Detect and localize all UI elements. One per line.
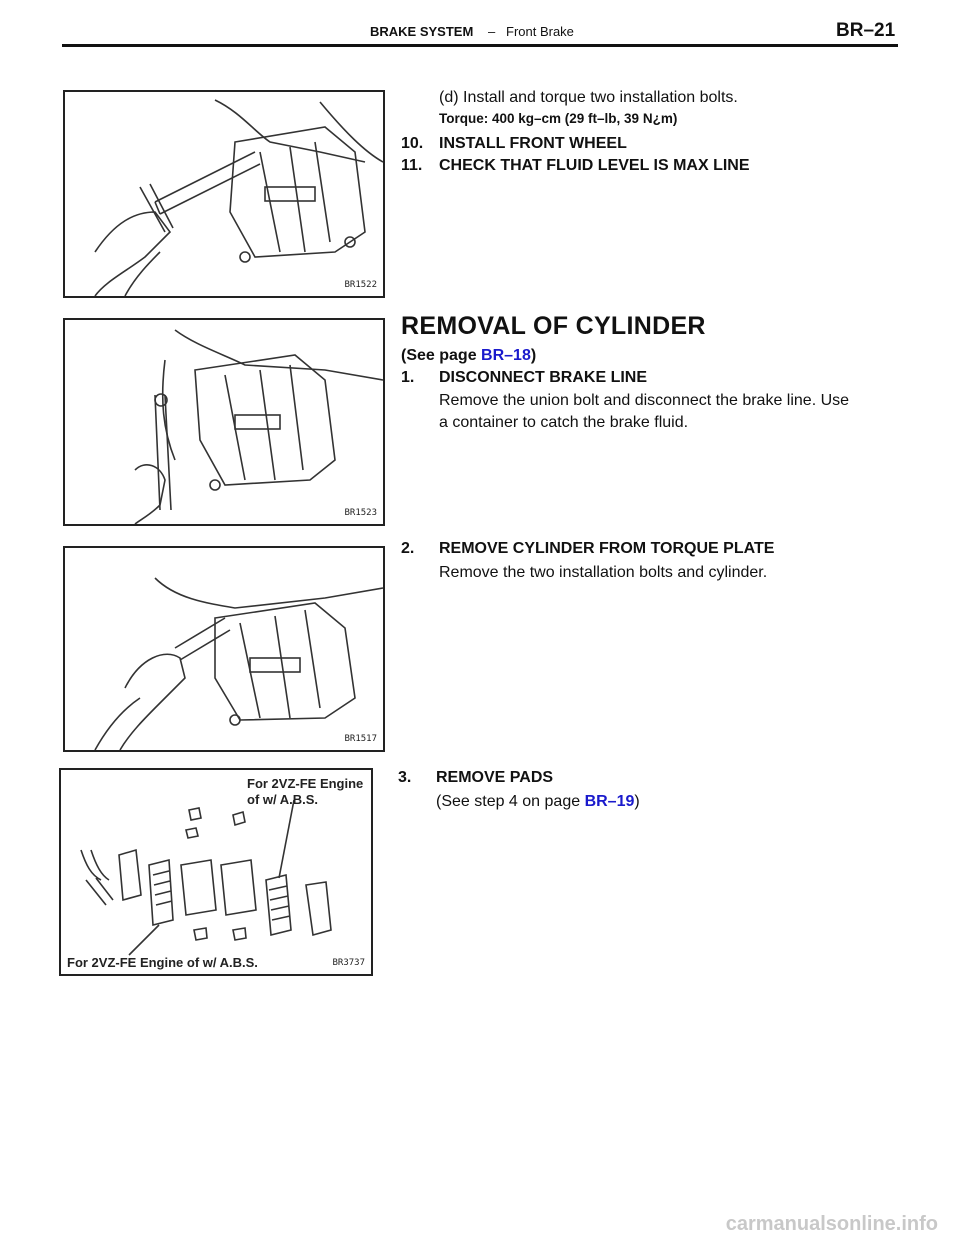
section-heading: REMOVAL OF CYLINDER — [401, 312, 706, 340]
header-rule — [62, 44, 898, 47]
figure-remove-pads — [59, 768, 373, 976]
step-11-number: 11. — [401, 157, 423, 174]
header-separator: – — [488, 24, 496, 39]
step-3-number: 3. — [398, 769, 412, 786]
step-1-text-line1: Remove the union bolt and disconnect the brake line. Use — [439, 392, 850, 409]
figure-code: BR1517 — [344, 734, 377, 744]
caliper-torque-illustration — [65, 92, 383, 296]
step-d: (d) Install and torque two installation bolts. — [439, 89, 738, 106]
step-3-title: REMOVE PADS — [436, 769, 554, 786]
step-1-number: 1. — [401, 369, 415, 386]
step-3-ref-prefix: (See step 4 on page — [436, 793, 585, 810]
step-10-number: 10. — [401, 135, 424, 152]
figure-remove-cylinder — [63, 546, 385, 752]
section-title: BRAKE SYSTEM — [370, 24, 474, 39]
step-1-text-line2: a container to catch the brake fluid. — [439, 414, 689, 431]
figure-code: BR1523 — [344, 508, 377, 518]
page-number: BR–21 — [836, 20, 896, 41]
link-br-18[interactable]: BR–18 — [481, 347, 531, 364]
figure-code: BR1522 — [344, 280, 377, 290]
step-2-number: 2. — [401, 540, 415, 557]
step-3-reference — [436, 790, 640, 814]
figure-label-top-line1: For 2VZ-FE Engine — [247, 776, 364, 791]
link-br-19[interactable]: BR–19 — [584, 793, 635, 810]
figure-install-bolts — [63, 90, 385, 298]
step-3-ref-suffix: ) — [634, 793, 640, 810]
see-page-reference — [401, 344, 536, 368]
subsection-title: Front Brake — [506, 24, 574, 39]
cylinder-removal-illustration — [65, 548, 383, 750]
see-suffix: ) — [530, 347, 537, 364]
watermark: carmanualsonline.info — [725, 1213, 938, 1235]
figure-code: BR3737 — [332, 958, 365, 968]
step-10-title: INSTALL FRONT WHEEL — [439, 135, 627, 152]
torque-spec: Torque: 400 kg–cm (29 ft–lb, 39 N¿m) — [439, 111, 678, 126]
figure-disconnect-line — [63, 318, 385, 526]
figure-label-bottom: For 2VZ-FE Engine of w/ A.B.S. — [67, 955, 258, 970]
step-11-title: CHECK THAT FLUID LEVEL IS MAX LINE — [439, 157, 750, 174]
figure-label-top — [247, 776, 363, 808]
step-1-title: DISCONNECT BRAKE LINE — [439, 369, 648, 386]
figure-label-top-line2: of w/ A.B.S. — [247, 792, 319, 807]
step-2-text: Remove the two installation bolts and cylinder. — [439, 564, 768, 581]
step-2-title: REMOVE CYLINDER FROM TORQUE PLATE — [439, 540, 775, 557]
see-prefix: (See page — [401, 347, 482, 364]
brake-line-illustration — [65, 320, 383, 524]
